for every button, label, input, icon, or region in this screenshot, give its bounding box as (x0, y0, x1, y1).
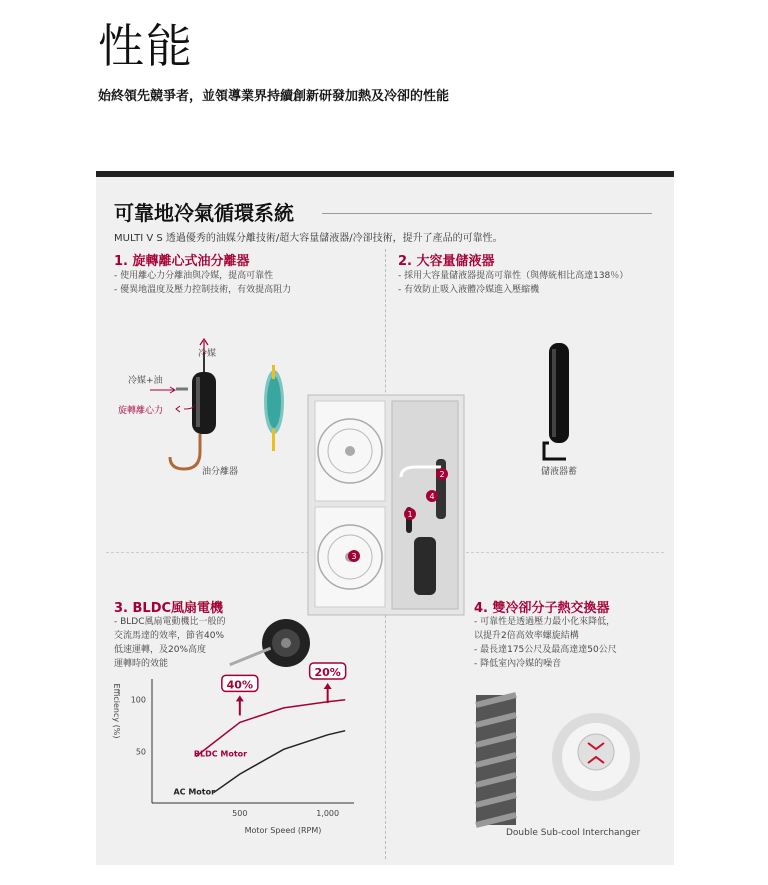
efficiency-chart (96, 177, 674, 871)
fan-line: 運轉時的效能 (114, 659, 169, 669)
oil-separator-heading: 1. 旋轉離心式油分離器 (114, 254, 250, 269)
fan-line: 交流馬達的效率，節省40% (114, 631, 225, 641)
panel-title: 可靠地冷氣循環系統 (114, 201, 294, 225)
panel-description: MULTI V S 透過優秀的油媒分離技術/超大容量儲液器/冷卻技術，提升了產品的可靠性。 (114, 233, 503, 244)
y-axis-label: Efficiency (%) (112, 683, 121, 739)
fan-line: - BLDC風扇電動機比一般的 (114, 617, 226, 627)
exchanger-line: - 可靠性是透過壓力最小化來降低， (474, 617, 616, 627)
annotation-arrowhead (324, 683, 332, 689)
annotation-label: 40% (226, 678, 253, 692)
chart-marks (173, 663, 345, 797)
page-subtitle: 始終領先競爭者，並領導業界持續創新研發加熱及冷卻的性能 (98, 89, 450, 104)
x-tick-label: 1,000 (316, 809, 340, 818)
marker-label: 4 (429, 492, 435, 501)
label-accumulator: 儲液器蓄 (541, 467, 578, 477)
y-tick-label: 50 (135, 747, 146, 757)
exchanger-line: 以提升2倍高效率螺旋結構 (474, 631, 579, 641)
series-label: BLDC Motor (193, 749, 248, 759)
page-title: 性能 (98, 19, 194, 73)
fan-line: 低速運轉，及20%高度 (114, 645, 207, 655)
accumulator-line: - 採用大容量儲液器提高可靠性（與傳統相比高達138％） (398, 271, 629, 281)
marker-label: 1 (407, 510, 413, 519)
series-line-0 (193, 700, 345, 759)
accumulator-heading: 2. 大容量儲液器 (398, 254, 495, 269)
label-refrigerant: 冷媒 (198, 349, 217, 359)
annotation-label: 20% (314, 666, 341, 679)
exchanger-heading: 4. 雙冷卻分子熱交換器 (474, 601, 610, 616)
x-axis-label: Motor Speed (RPM) (244, 826, 322, 835)
label-centrifugal: 旋轉離心力 (118, 406, 164, 416)
performance-panel (96, 171, 674, 865)
label-oil-separator: 油分離器 (202, 467, 239, 477)
accumulator-line: - 有效防止吸入液體冷媒進入壓縮機 (398, 285, 540, 295)
series-label: AC Motor (173, 787, 216, 797)
exchanger-line: - 降低室內冷媒的噪音 (474, 659, 562, 669)
label-refrigerant-oil: 冷媒+油 (128, 376, 163, 386)
marker-label: 2 (439, 470, 445, 479)
fan-motor-heading: 3. BLDC風扇電機 (114, 601, 224, 616)
y-tick-label: 100 (130, 695, 146, 705)
series-line-1 (214, 731, 346, 793)
oil-line: - 使用離心力分離油與冷媒，提高可靠性 (114, 271, 274, 281)
marker-label: 3 (351, 552, 357, 561)
exchanger-caption: Double Sub-cool Interchanger (506, 828, 641, 838)
x-tick-label: 500 (232, 809, 248, 818)
annotation-arrowhead (236, 695, 244, 701)
exchanger-line: - 最長達175公尺及最高達達50公尺 (474, 645, 617, 655)
oil-line: - 優異地溫度及壓力控制技術，有效提高阻力 (114, 285, 292, 295)
